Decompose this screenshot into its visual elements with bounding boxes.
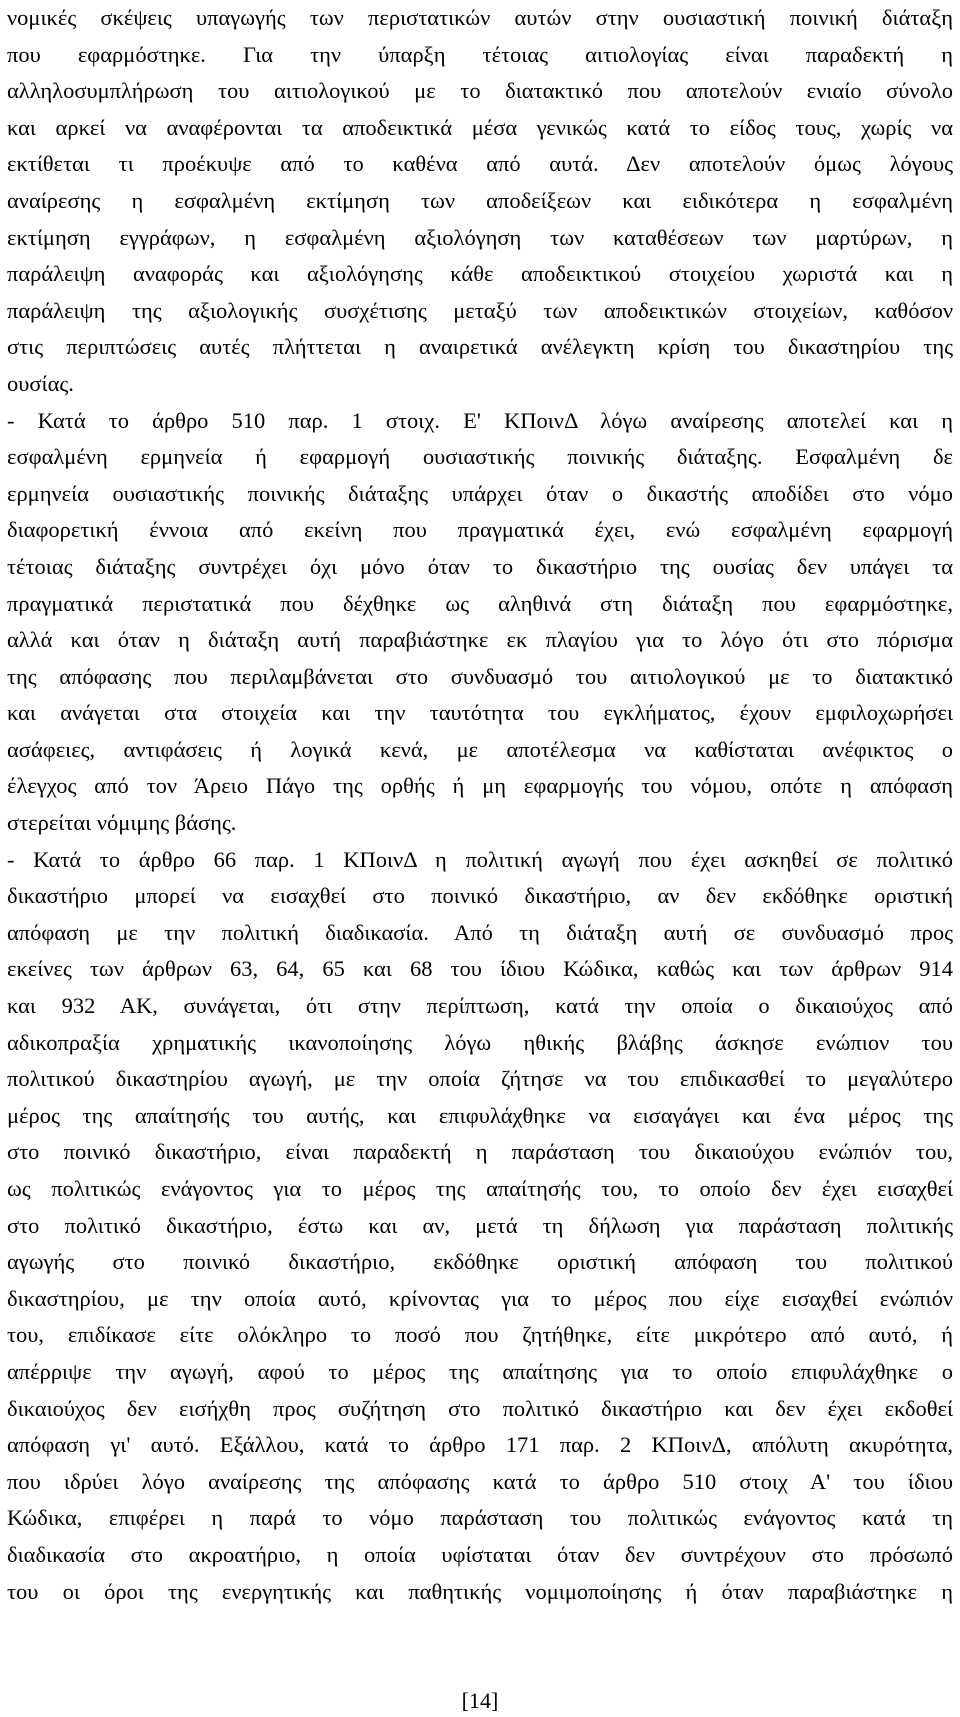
text-line: στις περιπτώσεις αυτές πλήττεται η αναιρετικά ανέλεγκτη κρίση του δικαστηρίου της (7, 334, 953, 360)
text-line: απόφαση με την πολιτική διαδικασία. Από τη διάταξη αυτή σε συνδυασμό προς (7, 919, 953, 945)
text-line: ασάφειες, αντιφάσεις ή λογικά κενά, με αποτέλεσμα να καθίσταται ανέφικτος ο (7, 736, 953, 762)
text-line: διαφορετική έννοια από εκείνη που πραγματικά έχει, ενώ εσφαλμένη εφαρμογή (7, 517, 953, 543)
text-line: αλληλοσυμπλήρωση του αιτιολογικού με το διατακτικό που αποτελούν ενιαίο σύνολο (7, 78, 953, 104)
text-line: τέτοιας διάταξης συντρέχει όχι μόνο όταν το δικαστήριο της ουσίας δεν υπάγει τα (7, 553, 953, 579)
text-line: παράλειψη αναφοράς και αξιολόγησης κάθε αποδεικτικού στοιχείου χωριστά και η (7, 261, 953, 287)
page-number: [14] (461, 1688, 499, 1713)
text-line: ερμηνεία ουσιαστικής ποινικής διάταξης υπάρχει όταν ο δικαστής αποδίδει στο νόμο (7, 480, 953, 506)
text-line: πραγματικά περιστατικά που δέχθηκε ως αληθινά στη διάταξη που εφαρμόστηκε, (7, 590, 953, 616)
document-body (7, 0, 953, 1610)
text-line: αδικοπραξία χρηματικής ικανοποίησης λόγω ηθικής βλάβης άσκησε ενώπιον του (7, 1029, 953, 1055)
text-line: της απόφασης που περιλαμβάνεται στο συνδυασμό του αιτιολογικού με το διατακτικό (7, 663, 953, 689)
text-line: δικαστήριο μπορεί να εισαχθεί στο ποινικό δικαστήριο, αν δεν εκδόθηκε οριστική (7, 883, 953, 909)
text-line: και ανάγεται στα στοιχεία και την ταυτότητα του εγκλήματος, έχουν εμφιλοχωρήσει (7, 700, 953, 726)
text-line: που εφαρμόστηκε. Για την ύπαρξη τέτοιας αιτιολογίας είναι παραδεκτή η (7, 41, 953, 67)
text-line: αναίρεσης η εσφαλμένη εκτίμηση των αποδείξεων και ειδικότερα η εσφαλμένη (7, 187, 953, 213)
text-line: που ιδρύει λόγο αναίρεσης της απόφασης κατά το άρθρο 510 στοιχ Α' του ίδιου (7, 1468, 953, 1494)
text-line: παράλειψη της αξιολογικής συσχέτισης μεταξύ των αποδεικτικών στοιχείων, καθόσον (7, 297, 953, 323)
text-line: απόφαση γι' αυτό. Εξάλλου, κατά το άρθρο 171 παρ. 2 ΚΠοινΔ, απόλυτη ακυρότητα, (7, 1432, 953, 1458)
text-line: δικαστηρίου, με την οποία αυτό, κρίνοντας για το μέρος που είχε εισαχθεί ενώπιόν (7, 1285, 953, 1311)
text-line: απέρριψε την αγωγή, αφού το μέρος της απαίτησης για το οποίο επιφυλάχθηκε ο (7, 1358, 953, 1384)
text-line: έλεγχος από τον Άρειο Πάγο της ορθής ή μη εφαρμογής του νόμου, οπότε η απόφαση (7, 773, 953, 799)
text-line: νομικές σκέψεις υπαγωγής των περιστατικών αυτών στην ουσιαστική ποινική διάταξη (7, 5, 953, 30)
text-line: ως πολιτικώς ενάγοντος για το μέρος της απαίτησής του, το οποίο δεν έχει εισαχθεί (7, 1176, 953, 1201)
text-line: ουσίας. (7, 370, 74, 396)
text-line: εκτίμηση εγγράφων, η εσφαλμένη αξιολόγηση των καταθέσεων των μαρτύρων, η (7, 224, 953, 250)
text-line: στο ποινικό δικαστήριο, είναι παραδεκτή η παράσταση του δικαιούχου ενώπιόν του, (7, 1139, 953, 1165)
text-line: του, επιδίκασε είτε ολόκληρο το ποσό που ζητήθηκε, είτε μικρότερο από αυτό, ή (7, 1322, 953, 1348)
text-line: του οι όροι της ενεργητικής και παθητικής νομιμοποίησης ή όταν παραβιάστηκε η (7, 1578, 953, 1604)
text-line: πολιτικού δικαστηρίου αγωγή, με την οποία ζήτησε να του επιδικασθεί το μεγαλύτερο (7, 1066, 953, 1092)
text-line: εκείνες των άρθρων 63, 64, 65 και 68 του ίδιου Κώδικα, καθώς και των άρθρων 914 (7, 956, 953, 982)
text-line: στερείται νόμιμης βάσης. (7, 810, 237, 836)
text-line: και 932 ΑΚ, συνάγεται, ότι στην περίπτωση, κατά την οποία ο δικαιούχος από (7, 993, 953, 1019)
text-line: και αρκεί να αναφέρονται τα αποδεικτικά μέσα γενικώς κατά το είδος τους, χωρίς να (7, 114, 953, 140)
text-line: στο πολιτικό δικαστήριο, έστω και αν, μετά τη δήλωση για παράσταση πολιτικής (7, 1212, 953, 1238)
text-line: Κώδικα, επιφέρει η παρά το νόμο παράσταση του πολιτικώς ενάγοντος κατά τη (7, 1505, 953, 1531)
text-line: αλλά και όταν η διάταξη αυτή παραβιάστηκε εκ πλαγίου για το λόγο ότι στο πόρισμα (7, 627, 953, 653)
text-line: μέρος της απαίτησής του αυτής, και επιφυλάχθηκε να εισαγάγει και ένα μέρος της (7, 1102, 953, 1128)
text-line: - Κατά το άρθρο 66 παρ. 1 ΚΠοινΔ η πολιτική αγωγή που έχει ασκηθεί σε πολιτικό (7, 846, 953, 872)
text-line: εσφαλμένη ερμηνεία ή εφαρμογή ουσιαστικής ποινικής διάταξης. Εσφαλμένη δε (7, 444, 953, 470)
text-line: δικαιούχος δεν εισήχθη προς συζήτηση στο πολιτικό δικαστήριο και δεν έχει εκδοθεί (7, 1395, 953, 1421)
text-line: αγωγής στο ποινικό δικαστήριο, εκδόθηκε οριστική απόφαση του πολιτικού (7, 1249, 953, 1275)
text-line: εκτίθεται τι προέκυψε από το καθένα από αυτά. Δεν αποτελούν όμως λόγους (7, 151, 953, 177)
text-line: διαδικασία στο ακροατήριο, η οποία υφίσταται όταν δεν συντρέχουν στο πρόσωπό (7, 1541, 953, 1567)
text-line: - Κατά το άρθρο 510 παρ. 1 στοιχ. Ε' ΚΠοινΔ λόγω αναίρεσης αποτελεί και η (7, 407, 953, 433)
